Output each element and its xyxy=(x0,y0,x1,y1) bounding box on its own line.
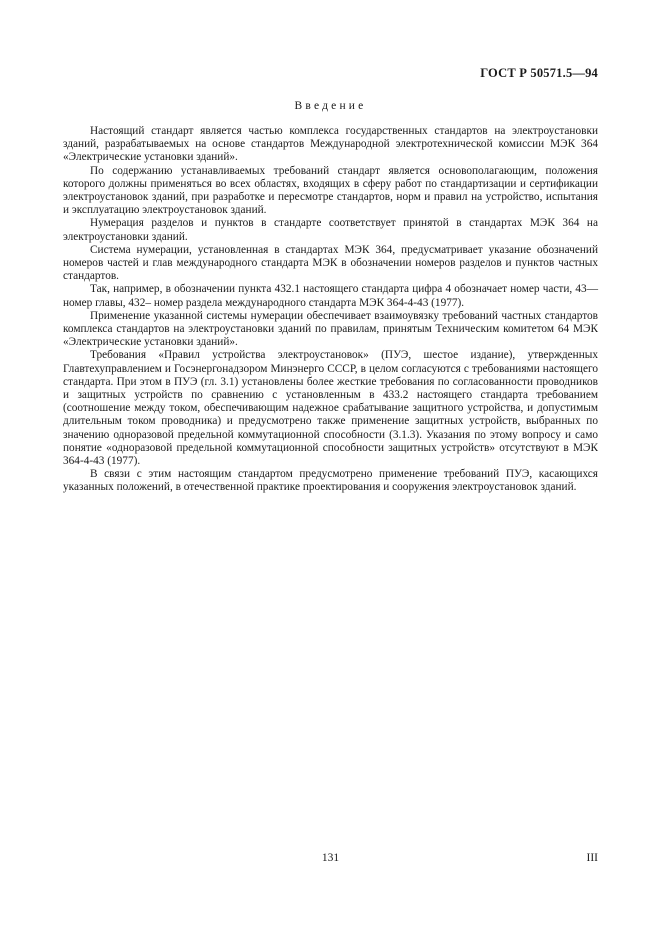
document-code: ГОСТ Р 50571.5—94 xyxy=(480,66,598,80)
section-title: Введение xyxy=(294,100,367,112)
page-number: 131 xyxy=(321,852,340,864)
paragraph: Так, например, в обозначении пункта 432.1 настоящего стандарта цифра 4 обозначает номер части, 43— номер главы, 432– номер раздела международного стандарта МЭК 364-4-43 (1977). xyxy=(63,283,598,309)
paragraph: Система нумерации, установленная в стандартах МЭК 364, предусматривает указание обозначений номеров частей и глав международного стандарта МЭК в обозначении номеров разделов и пунктов частных стандартов. xyxy=(63,243,598,283)
paragraph: В связи с этим настоящим стандартом предусмотрено применение требований ПУЭ, касающихся указанных положений, в отечественной практике проектирования и сооружения электроустановок зданий. xyxy=(63,468,598,494)
document-body xyxy=(63,125,598,495)
roman-page-number: III xyxy=(586,852,598,864)
paragraph: По содержанию устанавливаемых требований стандарт является основополагающим, положения которого должны применяться во всех областях, входящих в сферу работ по стандартизации и сертификации электроустановок зданий, при разработке и пересмотре стандартов, норм и правил на устройство, испытания и эксплуатацию электроустановок зданий. xyxy=(63,164,598,217)
paragraph: Применение указанной системы нумерации обеспечивает взаимоувязку требований частных стандартов комплекса стандартов на электроустановки зданий по правилам, принятым Техническим комитетом 64 МЭК «Электрические установки зданий». xyxy=(63,309,598,349)
paragraph: Настоящий стандарт является частью комплекса государственных стандартов на электроустановки зданий, разрабатываемых на основе стандартов Международной электротехнической комиссии МЭК 364 «Электрические установки зданий». xyxy=(63,125,598,164)
paragraph: Требования «Правил устройства электроустановок» (ПУЭ, шестое издание), утвержденных Главтехуправлением и Госэнергонадзором Минэнерго СССР, в целом согласуются с требованиями настоящего стандарта. При этом в ПУЭ (гл. 3.1) установлены более жесткие требования по согласованности проводников и защитных устройств по сравнению с установленным в 433.2 настоящего стандарта требованием (соотношение между током, обеспечивающим надежное срабатывание защитного устройства, и допустимым длительным током проводника) и предусмотрено также применение защитных устройств, выбранных по значению одноразовой предельной коммутационной способности (3.1.3). Указания по этому вопросу и само понятие «одноразовой предельной коммутационной способности защитных устройств» отсутствуют в МЭК 364-4-43 (1977). xyxy=(63,349,598,468)
paragraph: Нумерация разделов и пунктов в стандарте соответствует принятой в стандартах МЭК 364 на электроустановки зданий. xyxy=(63,217,598,243)
